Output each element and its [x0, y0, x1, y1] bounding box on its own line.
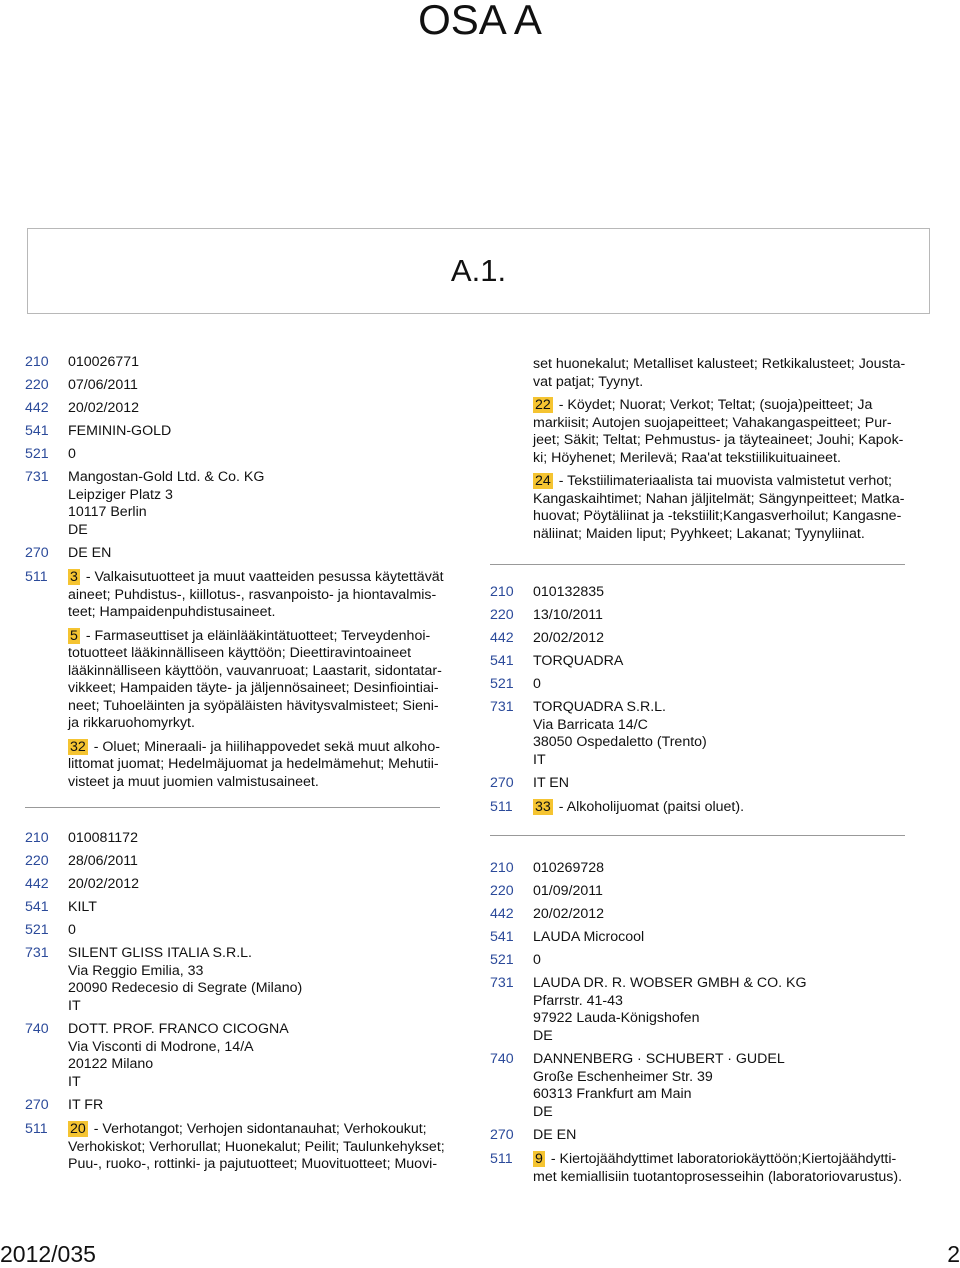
field-row-541 — [490, 929, 910, 952]
applicant-address — [68, 469, 445, 539]
filing-date: 28/06/2011 — [68, 853, 138, 869]
field-code: 731 — [490, 699, 514, 715]
field-code: 731 — [25, 945, 49, 961]
field-code: 220 — [490, 607, 514, 623]
field-row-511 — [490, 1151, 910, 1186]
field-row-442 — [25, 876, 445, 899]
left-column — [25, 354, 445, 814]
class-text: lääkinnälliseen käyttöön, vauvanruoat; Laastarit, sidontatar- — [68, 662, 442, 679]
field-row-220 — [490, 607, 910, 630]
field-row-511 — [490, 799, 910, 817]
field-code: 541 — [25, 899, 49, 915]
class-text: Puu-, ruoko-, rottinki- ja pajutuotteet; Muovituotteet; Muovi- — [68, 1156, 438, 1172]
record-divider — [490, 564, 905, 565]
address-line: Leipziger Platz 3 — [68, 486, 173, 503]
address-line: Via Barricata 14/C — [533, 716, 648, 733]
trademark-name: FEMININ-GOLD — [68, 423, 172, 439]
field-code: 210 — [490, 860, 514, 876]
field-code: 521 — [25, 446, 49, 462]
field-code: 511 — [25, 1121, 48, 1137]
class-text: visteet ja muut juomien valmistusaineet. — [68, 773, 319, 790]
field-row-740 — [25, 1021, 445, 1097]
class-text: littomat juomat; Hedelmäjuomat ja hedelmämehut; Mehutii- — [68, 756, 439, 772]
field-code: 541 — [490, 929, 514, 945]
goods-classes — [68, 569, 445, 791]
filing-date: 07/06/2011 — [68, 377, 138, 393]
field-code: 442 — [25, 876, 49, 892]
field-code: 270 — [490, 775, 514, 791]
address-line: DANNENBERG · SCHUBERT · GUDEL — [533, 1051, 785, 1067]
field-code: 220 — [25, 853, 49, 869]
field-code: 740 — [25, 1021, 49, 1037]
class-entry — [68, 569, 445, 622]
field-code: 541 — [25, 423, 49, 439]
class-number-badge: 20 — [70, 1121, 86, 1137]
issue-number: 2012/035 — [0, 1241, 96, 1267]
trademark-name: LAUDA Microcool — [533, 929, 645, 945]
address-line: DE — [533, 1027, 553, 1044]
address-line: Pfarrstr. 41-43 — [533, 992, 623, 1009]
goods-classes — [533, 799, 910, 817]
class-text: - Köydet; Nuorat; Verkot; Teltat; (suoja)peitteet; Ja — [558, 397, 873, 413]
right-column-continuation — [490, 356, 910, 546]
part-title: OSA A — [418, 0, 542, 43]
field-code: 541 — [490, 653, 514, 669]
field-row-220 — [25, 853, 445, 876]
field-row-511 — [25, 1121, 445, 1174]
field-value: 0 — [533, 952, 541, 968]
class-text: - Farmaseuttiset ja eläinlääkintätuotteet; Terveydenhoi- — [85, 627, 431, 644]
field-code: 511 — [490, 1151, 513, 1167]
field-code: 210 — [25, 354, 49, 370]
address-line: DE — [68, 521, 88, 538]
class-number-badge: 9 — [535, 1151, 543, 1167]
trademark-record — [490, 860, 910, 1186]
field-row-740 — [490, 1051, 910, 1127]
class-text: ki; Höyhenet; Merilevä; Raa'at tekstiilikuituaineet. — [533, 449, 841, 466]
class-text: vikkeet; Hampaiden täyte- ja jäljennösaineet; Desinfiointiai- — [68, 680, 439, 696]
continued-goods-text — [490, 356, 910, 543]
address-line: IT — [533, 751, 546, 768]
address-line: SILENT GLISS ITALIA S.R.L. — [68, 945, 252, 961]
field-code: 220 — [490, 883, 514, 899]
languages: DE EN — [533, 1127, 577, 1143]
field-code: 731 — [490, 975, 514, 991]
class-entry — [533, 397, 910, 467]
class-entry — [68, 1121, 445, 1174]
address-line: DE — [533, 1103, 553, 1120]
class-text: huovat; Pöytäliinat ja -tekstiilit;Kangasverhoilut; Kangasne- — [533, 508, 902, 524]
field-row-731 — [490, 699, 910, 775]
address-line: IT — [68, 1073, 81, 1090]
field-row-521 — [25, 922, 445, 945]
address-line: 97922 Lauda-Königshofen — [533, 1010, 700, 1026]
address-line: 10117 Berlin — [68, 504, 147, 520]
filing-date: 01/09/2011 — [533, 883, 603, 899]
address-line: Mangostan-Gold Ltd. & Co. KG — [68, 469, 265, 485]
goods-classes — [68, 1121, 445, 1174]
trademark-record — [25, 830, 445, 1174]
field-row-442 — [25, 400, 445, 423]
field-row-220 — [490, 883, 910, 906]
field-row-442 — [490, 906, 910, 929]
class-text: neet; Tuhoeläinten ja syöpäläisten hävitysvalmisteet; Sieni- — [68, 697, 439, 714]
class-entry — [68, 628, 445, 733]
field-row-210 — [490, 584, 910, 607]
field-row-270 — [25, 1097, 445, 1121]
section-title: A.1. — [450, 253, 507, 288]
field-code: 521 — [490, 676, 514, 692]
address-line: TORQUADRA S.R.L. — [533, 699, 666, 715]
class-text: - Tekstiilimateriaalista tai muovista valmistetut verhot; — [558, 473, 892, 489]
publication-date: 20/02/2012 — [68, 400, 140, 416]
field-code: 220 — [25, 377, 49, 393]
application-number: 010081172 — [68, 830, 138, 846]
address-line: Große Eschenheimer Str. 39 — [533, 1068, 713, 1085]
class-text: markiisit; Autojen suojapeitteet; Vahakangaspeitteet; Pur- — [533, 414, 892, 431]
address-line: 20122 Milano — [68, 1056, 154, 1072]
class-number-badge: 3 — [70, 569, 78, 585]
address-line: 38050 Ospedaletto (Trento) — [533, 734, 707, 750]
trademark-name: KILT — [68, 899, 97, 915]
field-code: 442 — [490, 906, 514, 922]
field-row-731 — [490, 975, 910, 1051]
class-text: näliinat; Maiden liput; Pyyhkeet; Lakanat; Tyynyliinat. — [533, 525, 865, 542]
field-code: 521 — [25, 922, 49, 938]
field-row-521 — [490, 952, 910, 975]
field-code: 270 — [490, 1127, 514, 1143]
class-text: ja rikkaruohomyrkyt. — [68, 715, 195, 731]
class-number-badge: 32 — [70, 738, 86, 755]
class-text: Kangaskaihtimet; Nahan jäljitelmät; Sängynpeitteet; Matka- — [533, 490, 905, 507]
field-code: 210 — [25, 830, 49, 846]
field-code: 210 — [490, 584, 514, 600]
class-text: teet; Hampaidenpuhdistusaineet. — [68, 604, 276, 620]
address-line: DOTT. PROF. FRANCO CICOGNA — [68, 1021, 289, 1037]
class-text: aineet; Puhdistus-, kiillotus-, rasvanpoisto- ja hiontavalmis- — [68, 586, 437, 603]
field-row-731 — [25, 945, 445, 1021]
trademark-record — [490, 584, 910, 817]
publication-date: 20/02/2012 — [533, 906, 605, 922]
field-code: 442 — [25, 400, 49, 416]
field-value: 0 — [68, 922, 76, 938]
class-text: - Valkaisutuotteet ja muut vaatteiden pesussa käytettävät — [85, 569, 444, 585]
applicant-address — [533, 699, 910, 769]
field-code: 740 — [490, 1051, 514, 1067]
field-row-511 — [25, 569, 445, 791]
field-value: 0 — [68, 446, 76, 462]
field-code: 731 — [25, 469, 49, 485]
representative-address — [68, 1021, 445, 1091]
field-row-270 — [490, 775, 910, 799]
record-divider — [490, 835, 905, 836]
right-column-record3 — [490, 584, 910, 824]
trademark-name: TORQUADRA — [533, 653, 624, 669]
application-number: 010269728 — [533, 860, 605, 876]
field-value: 0 — [533, 676, 541, 692]
field-code: 521 — [490, 952, 514, 968]
field-code: 511 — [490, 799, 513, 815]
field-row-210 — [25, 354, 445, 377]
field-row-521 — [25, 446, 445, 469]
class-number-badge: 33 — [535, 799, 551, 815]
field-row-270 — [25, 545, 445, 569]
field-row-270 — [490, 1127, 910, 1151]
right-column-record4 — [490, 860, 910, 1190]
address-line: 20090 Redecesio di Segrate (Milano) — [68, 980, 303, 996]
section-header-box — [27, 228, 930, 314]
address-line: 60313 Frankfurt am Main — [533, 1086, 692, 1102]
languages: DE EN — [68, 545, 112, 561]
field-row-541 — [25, 423, 445, 446]
class-number-badge: 24 — [535, 473, 551, 489]
field-code: 270 — [25, 1097, 49, 1113]
languages: IT EN — [533, 775, 570, 791]
address-line: Via Visconti di Modrone, 14/A — [68, 1038, 254, 1055]
applicant-address — [533, 975, 910, 1045]
publication-date: 20/02/2012 — [533, 630, 605, 646]
publication-date: 20/02/2012 — [68, 876, 140, 892]
class-text: vat patjat; Tyynyt. — [533, 373, 644, 390]
filing-date: 13/10/2011 — [533, 607, 603, 623]
address-line: Via Reggio Emilia, 33 — [68, 962, 204, 979]
field-row-731 — [25, 469, 445, 545]
class-text: - Oluet; Mineraali- ja hiilihappovedet sekä muut alkoho- — [93, 738, 440, 755]
class-entry — [68, 739, 445, 792]
trademark-record — [25, 354, 445, 791]
field-row-521 — [490, 676, 910, 699]
page-number: 2 — [947, 1241, 960, 1267]
class-text: - Verhotangot; Verhojen sidontanauhat; Verhokoukut; — [93, 1121, 427, 1137]
applicant-address — [68, 945, 445, 1015]
class-text: jeet; Säkit; Teltat; Pehmustus- ja täyteaineet; Jouhi; Kapok- — [533, 432, 904, 448]
field-row-442 — [490, 630, 910, 653]
class-text: met kemiallisiin tuotantoprosesseihin (laboratoriovarustus). — [533, 1168, 903, 1185]
class-number-badge: 5 — [70, 627, 78, 644]
field-code: 511 — [25, 569, 48, 585]
class-entry — [533, 473, 910, 543]
class-text: totuotteet lääkinnälliseen käyttöön; Dieettiravintoaineet — [68, 645, 412, 661]
class-text: set huonekalut; Metalliset kalusteet; Retkikalusteet; Jousta- — [533, 356, 906, 372]
field-row-541 — [490, 653, 910, 676]
class-text: - Alkoholijuomat (paitsi oluet). — [558, 799, 745, 815]
goods-classes — [533, 1151, 910, 1186]
left-column-lower — [25, 830, 445, 1180]
languages: IT FR — [68, 1097, 104, 1113]
field-row-210 — [25, 830, 445, 853]
representative-address — [533, 1051, 910, 1121]
address-line: IT — [68, 997, 81, 1014]
field-row-210 — [490, 860, 910, 883]
address-line: LAUDA DR. R. WOBSER GMBH & CO. KG — [533, 975, 807, 991]
record-divider — [25, 807, 440, 808]
application-number: 010026771 — [68, 354, 140, 370]
field-row-220 — [25, 377, 445, 400]
field-row-541 — [25, 899, 445, 922]
application-number: 010132835 — [533, 584, 605, 600]
field-code: 442 — [490, 630, 514, 646]
class-text: Verhokiskot; Verhorullat; Huonekalut; Peilit; Taulunkehykset; — [68, 1138, 445, 1155]
class-text: - Kiertojäähdyttimet laboratoriokäyttöön;Kiertojäähdytti- — [550, 1151, 897, 1167]
field-code: 270 — [25, 545, 49, 561]
class-number-badge: 22 — [535, 397, 551, 413]
